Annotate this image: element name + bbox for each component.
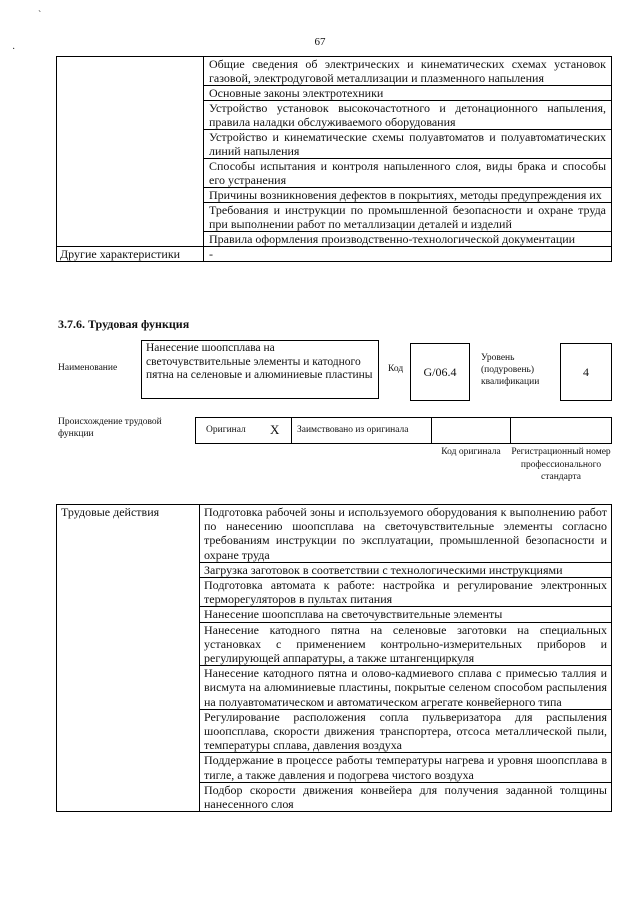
name-label: Наименование (58, 363, 118, 373)
original-label: Оригинал (206, 425, 246, 435)
table-cell: Поддержание в процессе работы температуры нагрева и уровня шоопсплава в тигле, а также давления и подогрева чистого воздуха (200, 753, 612, 782)
table-cell: Правила оформления производственно-технологической документации (204, 232, 612, 247)
knowledge-table (56, 56, 612, 262)
table-cell: Общие сведения об электрических и кинематических схемах установок газовой, электродуговой металлизации и плазменного напыления (204, 57, 612, 86)
table-row (57, 57, 612, 86)
scan-mark: ` (38, 10, 42, 21)
table-cell: Нанесение шоопсплава на светочувствительные элементы (200, 607, 612, 622)
table-cell: Подготовка рабочей зоны и используемого оборудования к выполнению работ по нанесению шоопсплава на светочувствительные элементы согласно требованиям инструкции по эксплуатации, промышленной безопасности и охране труда (200, 505, 612, 563)
page-number: 67 (314, 36, 326, 48)
original-box (195, 417, 292, 444)
code-caption: Код оригинала (441, 447, 501, 457)
code-label: Код (388, 364, 404, 374)
code-value: G/06.4 (423, 365, 457, 379)
table-cell: Подбор скорости движения конвейера для получения заданной толщины нанесенного слоя (200, 782, 612, 811)
table-cell: Подготовка автомата к работе: настройка и регулирование электронных терморегуляторов в пультах питания (200, 578, 612, 607)
table-cell: Причины возникновения дефектов в покрытиях, методы предупреждения их (204, 188, 612, 203)
table-cell: Нанесение катодного пятна и олово-кадмиевого сплава с примесью таллия и висмута на алюминиевые пластины, покрытые селеном способом распыления на полуавтоматическом и автоматическом агрегате конвейерного типа (200, 666, 612, 710)
table-cell: Загрузка заготовок в соответствии с технологическими инструкциями (200, 562, 612, 577)
code-box (410, 343, 470, 401)
table-label-cell (57, 57, 204, 247)
reg-number-box (510, 417, 612, 444)
borrowed-box (291, 417, 432, 444)
section-heading: 3.7.6. Трудовая функция (58, 317, 190, 331)
level-label: Уровень (подуровень) квалификации (481, 353, 540, 387)
table-row (57, 247, 612, 262)
table-cell: Требования и инструкции по промышленной безопасности и охране труда при выполнении работ по металлизации деталей и изделий (204, 203, 612, 232)
table-cell: Основные законы электротехники (204, 86, 612, 101)
origin-code-box (431, 417, 511, 444)
table-label-cell: Трудовые действия (57, 505, 200, 812)
borrowed-label: Заимствовано из оригинала (297, 425, 409, 435)
scan-mark: · (12, 44, 16, 55)
table-cell: Устройство и кинематические схемы полуавтоматов и полуавтоматических линий напыления (204, 130, 612, 159)
level-value: 4 (583, 365, 589, 379)
reg-caption: Регистрационный номер профессионального стандарта (511, 447, 611, 482)
table-cell: Регулирование расположения сопла пульверизатора для распыления шоопсплава, скорости движения транспортера, отсоса металлической пыли, температуры сплава, давления воздуха (200, 709, 612, 753)
level-box (560, 343, 612, 401)
table-cell: Способы испытания и контроля напыленного слоя, виды брака и способы его устранения (204, 159, 612, 188)
original-mark: X (270, 422, 280, 437)
table-label-cell: Другие характеристики (57, 247, 204, 262)
table-cell: Устройство установок высокочастотного и детонационного напыления, правила наладки обслуживаемого оборудования (204, 101, 612, 130)
work-actions-table (56, 504, 612, 812)
table-row (57, 505, 612, 563)
table-cell: - (204, 247, 612, 262)
function-name: Нанесение шоопсплава на светочувствительные элементы и катодного пятна на селеновые и алюминиевые пластины (146, 342, 373, 381)
origin-label: Происхождение трудовой функции (58, 417, 162, 439)
function-name-box (141, 340, 379, 399)
table-cell: Нанесение катодного пятна на селеновые заготовки на специальных установках с применением контрольно-измерительных приборов и регулирующей аппаратуры, а также штангенциркуля (200, 622, 612, 666)
